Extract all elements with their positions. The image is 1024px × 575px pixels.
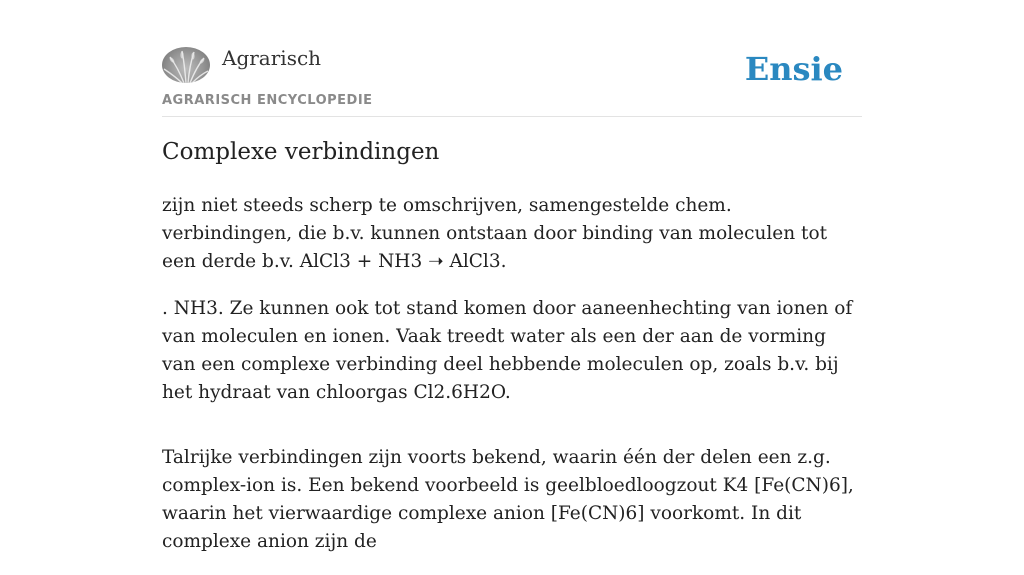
brand-name[interactable]: Agrarisch bbox=[222, 46, 322, 70]
ensie-logo-link[interactable]: Ensie bbox=[744, 50, 843, 88]
site-header bbox=[162, 44, 862, 117]
paragraph: zijn niet steeds scherp te omschrijven, samengestelde chem. verbindingen, die b.v. kunnen ontstaan door binding van moleculen tot een derde b.v. AlCl3 + NH3 ➝ AlCl3. bbox=[162, 195, 828, 272]
article-title: Complexe verbindingen bbox=[162, 139, 440, 165]
site-subtitle: AGRARISCH ENCYCLOPEDIE bbox=[162, 93, 373, 108]
paragraph: . NH3. Ze kunnen ook tot stand komen door aaneenhechting van ionen of van moleculen en ionen. Vaak treedt water als een der aan de vorming van een complexe verbinding deel hebbende moleculen op, zoals b.v. bij het hydraat van chloorgas Cl2.6H2O. bbox=[162, 298, 853, 403]
paragraph: Talrijke verbindingen zijn voorts bekend, waarin één der delen een z.g. complex-ion is. Een bekend voorbeeld is geelbloedloogzout K4 [Fe(CN)6], waarin het vierwaardige complexe anion [Fe(CN)6] voorkomt. In dit complexe anion zijn de bbox=[162, 447, 854, 552]
wheat-logo-icon[interactable] bbox=[162, 47, 210, 83]
article-body bbox=[162, 192, 862, 575]
